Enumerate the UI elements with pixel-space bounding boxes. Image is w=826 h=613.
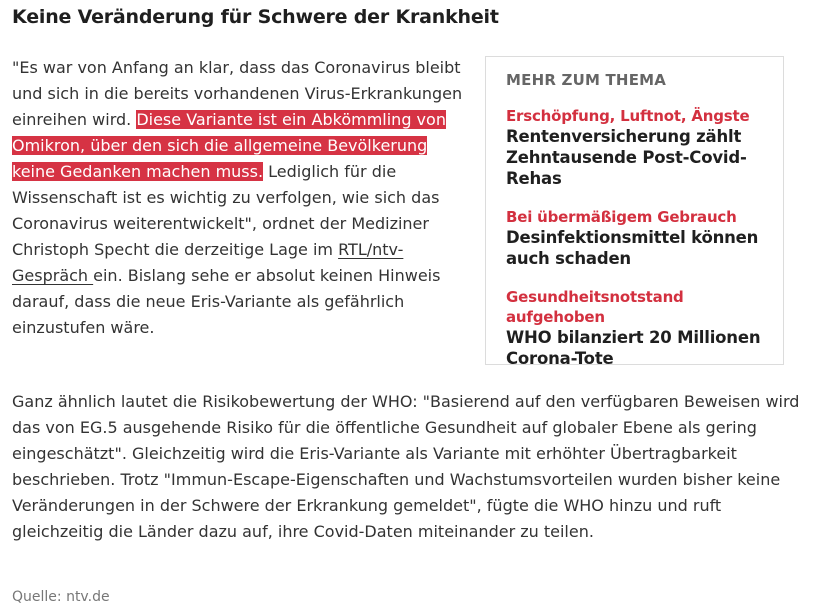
teaser-headline[interactable]: Rentenversicherung zählt Zehntausende Post-Covid-Rehas xyxy=(506,127,747,188)
body-paragraph: Ganz ähnlich lautet die Risikobewertung der WHO: "Basierend auf den verfügbaren Beweisen wird das von EG.5 ausgehende Risiko für die öffentliche Gesundheit auf globaler Ebene als gering eingeschätzt". Gleichzeitig wird die Eris-Variante als Variante mit erhöhter Übertragbarkeit beschrieben. Trotz "Immun-Escape-Eigenschaften und Wachstumsvorteilen wurden bisher keine Veränderungen in der Schwere der Erkrankung gemeldet", fügte die WHO hinzu und ruft gleichzeitig die Länder dazu auf, ihre Covid-Daten miteinander zu teilen. xyxy=(12,392,800,541)
teaser-kicker: Erschöpfung, Luftnot, Ängste xyxy=(506,107,750,125)
highlighted-text[interactable]: Diese Variante ist ein Abkömmling von Omikron, über den sich die allgemeine Bevölkerung keine Gedanken machen muss. xyxy=(12,110,446,181)
teaser-kicker: Bei übermäßigem Gebrauch xyxy=(506,208,737,226)
related-box xyxy=(485,56,784,368)
lead-text-start: "Es war von Anfang an klar, dass das Coronavirus bleibt und sich in die bereits vorhandenen Virus-Erkrankungen einreihen wird. xyxy=(12,58,463,129)
section-headline: Keine Veränderung für Schwere der Krankheit xyxy=(12,6,499,28)
lead-text-middle: Lediglich für die Wissenschaft ist es wichtig zu verfolgen, wie sich das Coronavirus weiterentwickelt", ordnet der Mediziner Christoph Specht die derzeitige Lage im xyxy=(12,162,440,259)
teaser-headline[interactable]: Desinfektionsmittel können auch schaden xyxy=(506,228,759,268)
interview-link[interactable]: RTL/ntv-Gespräch xyxy=(12,240,404,285)
related-teaser[interactable] xyxy=(506,106,765,189)
lead-paragraph xyxy=(12,55,470,341)
source-credit: Quelle: ntv.de xyxy=(12,589,110,605)
teaser-headline[interactable]: WHO bilanziert 20 Millionen Corona-Tote xyxy=(506,328,761,368)
related-teaser[interactable] xyxy=(506,287,765,369)
teaser-kicker: Gesundheitsnotstand aufgehoben xyxy=(506,288,684,326)
related-teaser[interactable] xyxy=(506,207,765,269)
lead-text-end: ein. Bislang sehe er absolut keinen Hinweis darauf, dass die neue Eris-Variante als gefährlich einzustufen wäre. xyxy=(12,266,441,337)
related-box-title: MEHR ZUM THEMA xyxy=(506,71,667,89)
